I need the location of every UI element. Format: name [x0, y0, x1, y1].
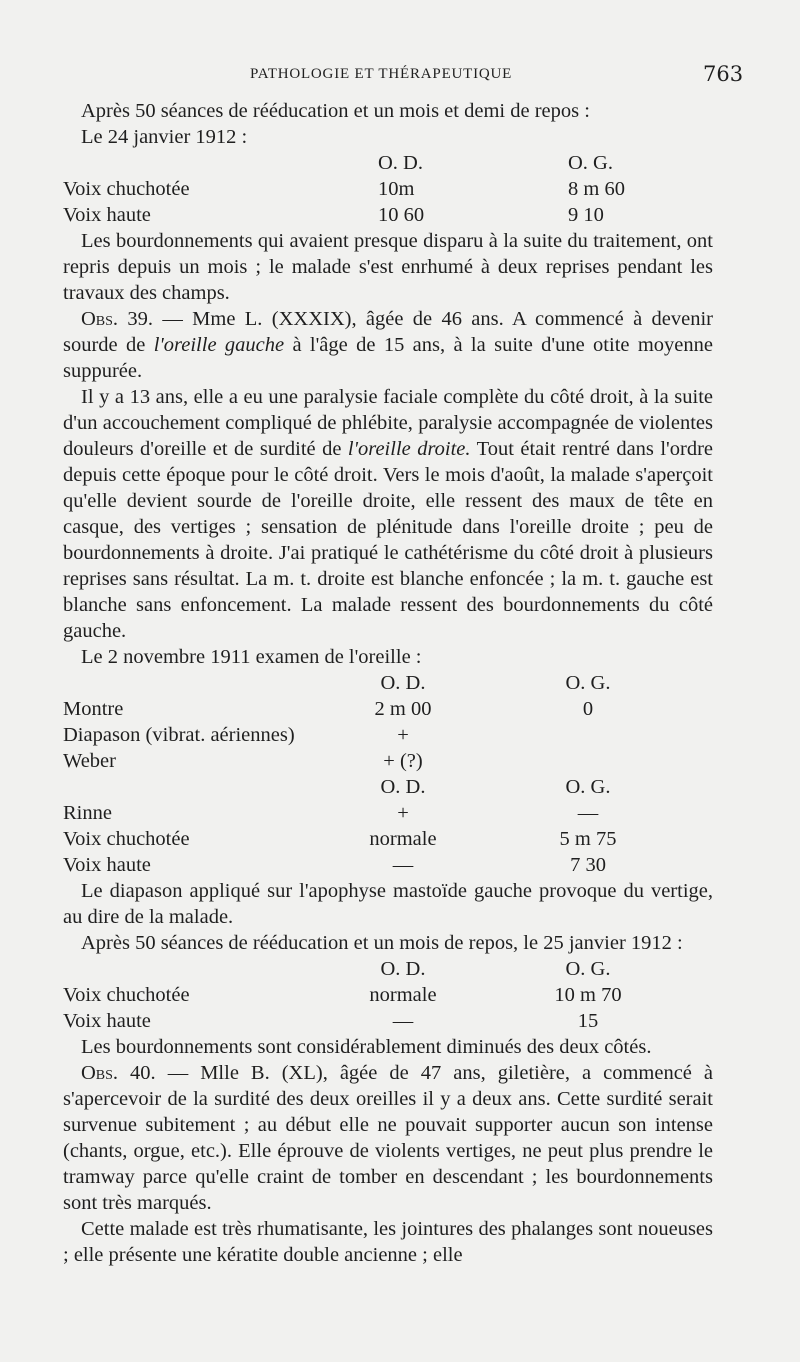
paragraph: Après 50 séances de rééducation et un mois de repos, le 25 janvier 1912 : — [81, 932, 683, 954]
paragraph-text: Il y a 13 ans, elle a eu une paralysie faciale complète du côté droit, à la suite d'un accouchement compliqué de phlébite, paralysie accompagnée de violentes douleurs d'oreille et de surdité de — [63, 386, 713, 460]
col-og: O. G. — [565, 672, 611, 694]
observation-39 — [63, 306, 713, 384]
hearing-table-2 — [63, 670, 713, 774]
paragraph: Cette malade est très rhumatisante, les jointures des phalanges sont noueuses ; elle présente une kératite double ancienne ; elle — [63, 1218, 713, 1266]
od-value: 2 m 00 — [374, 698, 432, 720]
running-head: PATHOLOGIE ET THÉRAPEUTIQUE — [250, 66, 513, 82]
og-value: 7 30 — [570, 854, 606, 876]
row-label: Voix haute — [63, 204, 151, 226]
table-row — [63, 1008, 713, 1034]
paragraph-text-2: Tout était rentré dans l'ordre depuis cette époque pour le côté droit. Vers le mois d'août, la malade s'aperçoit qu'elle devient sourde de l'oreille droite, elle ressent des maux de tête en casque, des vertiges ; sensation de plénitude dans l'oreille droite ; peu de bourdonnements à droite. J'ai pratiqué le cathétérisme du côté droit à plusieurs reprises sans résultat. La m. t. droite est blanche enfoncée ; la m. t. gauche est blanche sans enfoncement. La malade ressent des bourdonnements du côté gauche. — [63, 438, 713, 642]
table-header-row — [63, 956, 713, 982]
hearing-table-1 — [63, 150, 713, 228]
od-value: — — [392, 854, 414, 876]
paragraph-italic: l'oreille droite. — [347, 438, 471, 460]
table-row — [63, 826, 713, 852]
intro-line: Après 50 séances de rééducation et un mois et demi de repos : — [81, 100, 590, 122]
paragraph: Le diapason appliqué sur l'apophyse mastoïde gauche provoque du vertige, au dire de la malade. — [63, 880, 713, 928]
og-value: 0 — [582, 698, 594, 720]
table-header-row — [63, 670, 713, 696]
od-value: — — [392, 1010, 414, 1032]
row-label: Voix chuchotée — [63, 828, 190, 850]
od-value: + (?) — [383, 750, 423, 772]
row-label: Weber — [63, 750, 116, 772]
table-row — [63, 852, 713, 878]
table-row — [63, 748, 713, 774]
hearing-table-4 — [63, 956, 713, 1034]
obs-label: Obs. 40. — [81, 1062, 156, 1084]
row-label: Voix chuchotée — [63, 178, 190, 200]
og-value: 8 m 60 — [568, 178, 625, 200]
row-label: Voix haute — [63, 854, 151, 876]
table-row — [63, 722, 713, 748]
col-od: O. D. — [380, 776, 426, 798]
og-value: 10 m 70 — [554, 984, 622, 1006]
hearing-table-3 — [63, 774, 713, 878]
row-label: Montre — [63, 698, 124, 720]
paragraph: Les bourdonnements sont considérablement diminués des deux côtés. — [81, 1036, 652, 1058]
table-header-row — [63, 774, 713, 800]
og-value: 15 — [577, 1010, 599, 1032]
col-od: O. D. — [380, 672, 426, 694]
og-value: 5 m 75 — [559, 828, 617, 850]
col-od: O. D. — [380, 958, 426, 980]
row-label: Voix haute — [63, 1010, 151, 1032]
obs-label: Obs. 39. — [81, 308, 154, 330]
od-value: normale — [369, 828, 437, 850]
intro-date: Le 24 janvier 1912 : — [81, 126, 248, 148]
col-og: O. G. — [565, 776, 611, 798]
paragraph: Les bourdonnements qui avaient presque disparu à la suite du traitement, ont repris depuis un mois ; le malade s'est enrhumé à deux reprises pendant les travaux des champs. — [63, 230, 713, 304]
col-od: O. D. — [378, 152, 423, 174]
table-row — [63, 696, 713, 722]
exam-intro: Le 2 novembre 1911 examen de l'oreille : — [81, 646, 422, 668]
col-og: O. G. — [568, 152, 613, 174]
row-label: Voix chuchotée — [63, 984, 190, 1006]
table-row — [63, 800, 713, 826]
od-value: normale — [369, 984, 437, 1006]
row-label: Diapason (vibrat. aériennes) — [63, 724, 295, 746]
page-header — [0, 62, 800, 88]
table-header-row — [63, 150, 713, 176]
page-body — [63, 98, 713, 1268]
obs-text-2: à l'âge de 15 ans, à la suite d'une otite moyenne suppurée. — [63, 334, 713, 382]
og-value: 9 10 — [568, 204, 604, 226]
od-value: 10 60 — [378, 204, 425, 226]
obs-italic: l'oreille gauche — [153, 334, 285, 356]
col-og: O. G. — [565, 958, 611, 980]
obs-text: — Mme L. (XXXIX), âgée de 46 ans. A commencé à devenir sourde de — [63, 308, 713, 356]
page-number: 763 — [703, 62, 744, 86]
og-value: — — [577, 802, 599, 824]
od-value: 10m — [378, 178, 415, 200]
obs-text: — Mlle B. (XL), âgée de 47 ans, giletière, a commencé à s'apercevoir de la surdité des deux oreilles il y a deux ans. Cette surdité serait survenue subitement ; au début elle ne pouvait supporter aucun son intense (chants, orgue, etc.). Elle éprouve de violents vertiges, ne peut plus prendre le tramway parce qu'elle craint de tomber en descendant ; les bourdonnements sont très marqués. — [63, 1062, 713, 1214]
od-value: + — [397, 724, 409, 746]
table-row — [63, 176, 713, 202]
paragraph — [63, 384, 713, 644]
table-row — [63, 982, 713, 1008]
od-value: + — [397, 802, 409, 824]
table-row — [63, 202, 713, 228]
row-label: Rinne — [63, 802, 112, 824]
observation-40 — [63, 1060, 713, 1216]
